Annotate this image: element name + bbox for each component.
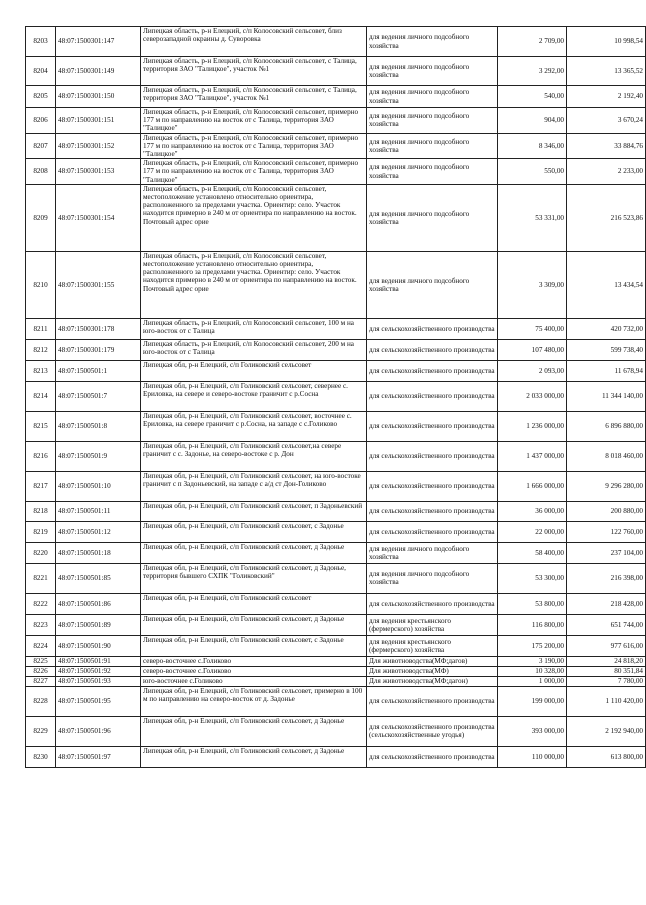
cell-area: 904,00 xyxy=(498,108,567,134)
cell-cad: 48:07:1500501:86 xyxy=(56,593,141,614)
table-row xyxy=(26,666,646,676)
cell-purpose: для ведения личного подсобного хозяйства xyxy=(367,159,498,185)
table-row xyxy=(26,614,646,635)
cell-cad: 48:07:1500501:9 xyxy=(56,441,141,471)
cell-area: 199 000,00 xyxy=(498,686,567,716)
cell-num: 8212 xyxy=(26,339,56,360)
table-row xyxy=(26,656,646,666)
cell-cad: 48:07:1500501:93 xyxy=(56,676,141,686)
table-row xyxy=(26,441,646,471)
cell-purpose: для ведения личного подсобного хозяйства xyxy=(367,542,498,563)
cell-area: 2 093,00 xyxy=(498,360,567,381)
cell-num: 8227 xyxy=(26,676,56,686)
land-registry-sheet xyxy=(25,26,643,768)
cell-cad: 48:07:1500501:11 xyxy=(56,501,141,521)
cell-area: 1 236 000,00 xyxy=(498,411,567,441)
cell-cost: 977 616,00 xyxy=(567,635,646,656)
table-row xyxy=(26,746,646,767)
cell-cost: 1 110 420,00 xyxy=(567,686,646,716)
cell-cad: 48:07:1500501:1 xyxy=(56,360,141,381)
cell-addr: Липецкая обл, р-н Елецкий, с/п Голиковский сельсовет, д Задонье xyxy=(141,716,367,746)
cell-cost: 122 760,00 xyxy=(567,521,646,542)
cell-num: 8205 xyxy=(26,86,56,108)
cell-purpose: для сельскохозяйственного производства xyxy=(367,686,498,716)
table-row xyxy=(26,86,646,108)
table-row xyxy=(26,251,646,318)
cell-purpose: для сельскохозяйственного производства xyxy=(367,318,498,339)
cell-cost: 9 296 280,00 xyxy=(567,471,646,501)
cell-cad: 48:07:1500301:147 xyxy=(56,27,141,57)
cell-num: 8224 xyxy=(26,635,56,656)
cell-cost: 218 428,00 xyxy=(567,593,646,614)
cell-addr: Липецкая обл, р-н Елецкий, с/п Голиковский сельсовет, д Задонье xyxy=(141,746,367,767)
cell-purpose: для сельскохозяйственного производства xyxy=(367,339,498,360)
cell-area: 116 800,00 xyxy=(498,614,567,635)
cell-area: 58 400,00 xyxy=(498,542,567,563)
cell-purpose: для ведения личного подсобного хозяйства xyxy=(367,27,498,57)
cell-area: 3 292,00 xyxy=(498,57,567,86)
table-row xyxy=(26,676,646,686)
cell-cost: 10 998,54 xyxy=(567,27,646,57)
cell-cad: 48:07:1500501:85 xyxy=(56,563,141,593)
cell-area: 1 666 000,00 xyxy=(498,471,567,501)
table-row xyxy=(26,339,646,360)
table-row xyxy=(26,716,646,746)
cell-purpose: для сельскохозяйственного производства xyxy=(367,746,498,767)
cell-purpose: Для животноводства(МФ;дагон) xyxy=(367,676,498,686)
cell-addr: Липецкая обл, р-н Елецкий, с/п Голиковский сельсовет, д Задонье xyxy=(141,614,367,635)
cell-addr: Липецкая область, р-н Елецкий, с/п Колосовский сельсовет, 200 м на юго-восток от с Талица xyxy=(141,339,367,360)
table-row xyxy=(26,159,646,185)
cell-area: 175 200,00 xyxy=(498,635,567,656)
cell-num: 8230 xyxy=(26,746,56,767)
cell-purpose: для ведения личного подсобного хозяйства xyxy=(367,251,498,318)
cell-area: 3 309,00 xyxy=(498,251,567,318)
cell-num: 8210 xyxy=(26,251,56,318)
cell-cad: 48:07:1500301:150 xyxy=(56,86,141,108)
cell-cad: 48:07:1500501:90 xyxy=(56,635,141,656)
cell-cad: 48:07:1500301:179 xyxy=(56,339,141,360)
cell-purpose: для ведения личного подсобного хозяйства xyxy=(367,563,498,593)
table-row xyxy=(26,563,646,593)
cell-addr: Липецкая область, р-н Елецкий, с/п Колосовский сельсовет, с Талица, территория ЗАО "Талицкое", участок №1 xyxy=(141,57,367,86)
cell-cad: 48:07:1500501:10 xyxy=(56,471,141,501)
cell-area: 8 346,00 xyxy=(498,133,567,159)
table-row xyxy=(26,501,646,521)
cell-cost: 2 192,40 xyxy=(567,86,646,108)
cell-cad: 48:07:1500501:95 xyxy=(56,686,141,716)
cell-purpose: для сельскохозяйственного производства xyxy=(367,381,498,411)
cell-addr: Липецкая область, р-н Елецкий, с/п Колосовский сельсовет, местоположение установлено относительно ориентира, расположенного за пределами участка. Ориентир: село. Участок находится примерно в 240 м от ориентира по направлению на восток. Почтовый адрес орие xyxy=(141,251,367,318)
cell-area: 2 709,00 xyxy=(498,27,567,57)
cell-addr: Липецкая обл, р-н Елецкий, с/п Голиковский сельсовет, на юго-востоке граничит с п Задоньевский, на западе с а/д ст Дон-Голиково xyxy=(141,471,367,501)
cell-cost: 216 523,86 xyxy=(567,184,646,251)
cell-addr: Липецкая обл, р-н Елецкий, с/п Голиковский сельсовет, д Задонье, территория бывшего СХПК "Голиковский" xyxy=(141,563,367,593)
cell-addr: Липецкая область, р-н Елецкий, с/п Колосовский сельсовет, местоположение установлено относительно ориентира, расположенного за пределами участка. Ориентир: село. Участок находится примерно в 240 м от ориентира по направлению на восток. Почтовый адрес орие xyxy=(141,184,367,251)
cell-purpose: для сельскохозяйственного производства (сельскохозяйственные угодья) xyxy=(367,716,498,746)
cell-num: 8222 xyxy=(26,593,56,614)
cell-cost: 2 233,00 xyxy=(567,159,646,185)
cell-purpose: Для животноводства(МФ;дагов) xyxy=(367,656,498,666)
cell-addr: Липецкая область, р-н Елецкий, с/п Колосовский сельсовет, примерно 177 м по направлению на восток от с Талица, территория ЗАО "Талицкое" xyxy=(141,108,367,134)
cell-num: 8225 xyxy=(26,656,56,666)
cell-purpose: для ведения личного подсобного хозяйства xyxy=(367,108,498,134)
cell-purpose: для ведения личного подсобного хозяйства xyxy=(367,133,498,159)
cell-cost: 24 818,20 xyxy=(567,656,646,666)
cell-cad: 48:07:1500301:149 xyxy=(56,57,141,86)
cell-area: 53 800,00 xyxy=(498,593,567,614)
table-row xyxy=(26,635,646,656)
cell-num: 8214 xyxy=(26,381,56,411)
cell-addr: юго-восточнее с.Голиково xyxy=(141,676,367,686)
cell-num: 8209 xyxy=(26,184,56,251)
cell-addr: северо-восточнее с.Голиково xyxy=(141,656,367,666)
cell-num: 8228 xyxy=(26,686,56,716)
cell-cost: 13 434,54 xyxy=(567,251,646,318)
cell-area: 36 000,00 xyxy=(498,501,567,521)
cell-addr: Липецкая обл, р-н Елецкий, с/п Голиковский сельсовет, севернее с. Ериловка, на севере и северо-востоке граничит с р.Сосна xyxy=(141,381,367,411)
table-row xyxy=(26,133,646,159)
cell-purpose: для ведения личного подсобного хозяйства xyxy=(367,57,498,86)
table-row xyxy=(26,360,646,381)
table-row xyxy=(26,27,646,57)
cell-num: 8204 xyxy=(26,57,56,86)
table-body xyxy=(26,27,646,768)
cell-cost: 3 670,24 xyxy=(567,108,646,134)
cell-num: 8203 xyxy=(26,27,56,57)
cell-cost: 13 365,52 xyxy=(567,57,646,86)
table-row xyxy=(26,542,646,563)
cell-cost: 613 800,00 xyxy=(567,746,646,767)
cell-addr: Липецкая обл, р-н Елецкий, с/п Голиковский сельсовет, п Задоньевский xyxy=(141,501,367,521)
cell-cost: 33 884,76 xyxy=(567,133,646,159)
cell-cost: 2 192 940,00 xyxy=(567,716,646,746)
cell-cost: 8 018 460,00 xyxy=(567,441,646,471)
cell-addr: северо-восточнее с.Голиково xyxy=(141,666,367,676)
table-row xyxy=(26,686,646,716)
table-row xyxy=(26,184,646,251)
cell-purpose: для сельскохозяйственного производства xyxy=(367,360,498,381)
cell-purpose: для сельскохозяйственного производства xyxy=(367,521,498,542)
table-row xyxy=(26,57,646,86)
cell-cad: 48:07:1500301:155 xyxy=(56,251,141,318)
cell-cost: 599 738,40 xyxy=(567,339,646,360)
cell-addr: Липецкая обл, р-н Елецкий, с/п Голиковский сельсовет, с Задонье xyxy=(141,521,367,542)
cell-purpose: для сельскохозяйственного производства xyxy=(367,593,498,614)
cell-area: 3 190,00 xyxy=(498,656,567,666)
cell-cad: 48:07:1500501:92 xyxy=(56,666,141,676)
cell-num: 8211 xyxy=(26,318,56,339)
cell-cad: 48:07:1500501:18 xyxy=(56,542,141,563)
cell-cad: 48:07:1500501:91 xyxy=(56,656,141,666)
cell-addr: Липецкая область, р-н Елецкий, с/п Колосовский сельсовет, примерно 177 м по направлению на восток от с Талица, территория ЗАО "Талицкое" xyxy=(141,133,367,159)
cell-cad: 48:07:1500301:153 xyxy=(56,159,141,185)
cell-cad: 48:07:1500501:96 xyxy=(56,716,141,746)
cell-addr: Липецкая обл, р-н Елецкий, с/п Голиковский сельсовет xyxy=(141,360,367,381)
cell-addr: Липецкая обл, р-н Елецкий, с/п Голиковский сельсовет, восточнее с. Ериловка, на севере граничит с р.Сосна, на западе с с.Голиково xyxy=(141,411,367,441)
table-row xyxy=(26,471,646,501)
cell-num: 8208 xyxy=(26,159,56,185)
table-row xyxy=(26,521,646,542)
cell-cost: 200 880,00 xyxy=(567,501,646,521)
cell-area: 1 437 000,00 xyxy=(498,441,567,471)
cell-area: 2 033 000,00 xyxy=(498,381,567,411)
cell-num: 8219 xyxy=(26,521,56,542)
cell-cost: 80 351,84 xyxy=(567,666,646,676)
cell-cad: 48:07:1500501:7 xyxy=(56,381,141,411)
cell-addr: Липецкая обл, р-н Елецкий, с/п Голиковский сельсовет, примерно в 100 м по направлению на северо-восток от д. Задонье xyxy=(141,686,367,716)
cell-num: 8206 xyxy=(26,108,56,134)
cell-cad: 48:07:1500301:178 xyxy=(56,318,141,339)
cell-num: 8213 xyxy=(26,360,56,381)
cell-num: 8220 xyxy=(26,542,56,563)
table-row xyxy=(26,108,646,134)
cell-area: 53 331,00 xyxy=(498,184,567,251)
cell-area: 1 000,00 xyxy=(498,676,567,686)
cell-num: 8226 xyxy=(26,666,56,676)
cell-area: 10 328,00 xyxy=(498,666,567,676)
cell-addr: Липецкая обл, р-н Елецкий, с/п Голиковский сельсовет,на севере граничит с с. Задонье, на северо-востоке с р. Дон xyxy=(141,441,367,471)
cell-cost: 237 104,00 xyxy=(567,542,646,563)
cell-purpose: для сельскохозяйственного производства xyxy=(367,441,498,471)
cell-purpose: для ведения личного подсобного хозяйства xyxy=(367,184,498,251)
table-row xyxy=(26,318,646,339)
table-row xyxy=(26,411,646,441)
table-row xyxy=(26,593,646,614)
cell-num: 8217 xyxy=(26,471,56,501)
cell-cad: 48:07:1500301:154 xyxy=(56,184,141,251)
cell-area: 107 480,00 xyxy=(498,339,567,360)
cell-area: 393 000,00 xyxy=(498,716,567,746)
cell-num: 8221 xyxy=(26,563,56,593)
cell-cad: 48:07:1500501:12 xyxy=(56,521,141,542)
cell-cad: 48:07:1500301:152 xyxy=(56,133,141,159)
cell-addr: Липецкая область, р-н Елецкий, с/п Колосовский сельсовет, близ северозападной окраины д. Суворовка xyxy=(141,27,367,57)
cell-area: 110 000,00 xyxy=(498,746,567,767)
cell-num: 8229 xyxy=(26,716,56,746)
cell-cost: 7 780,00 xyxy=(567,676,646,686)
cell-cost: 11 678,94 xyxy=(567,360,646,381)
cell-num: 8223 xyxy=(26,614,56,635)
cell-cad: 48:07:1500501:89 xyxy=(56,614,141,635)
cell-addr: Липецкая обл, р-н Елецкий, с/п Голиковский сельсовет xyxy=(141,593,367,614)
cell-addr: Липецкая обл, р-н Елецкий, с/п Голиковский сельсовет, д Задонье xyxy=(141,542,367,563)
cell-purpose: для ведения крестьянского (фермерского) хозяйства xyxy=(367,614,498,635)
cell-purpose: для ведения личного подсобного хозяйства xyxy=(367,86,498,108)
cell-num: 8218 xyxy=(26,501,56,521)
cell-purpose: для сельскохозяйственного производства xyxy=(367,501,498,521)
cell-cost: 11 344 140,00 xyxy=(567,381,646,411)
cell-purpose: для ведения крестьянского (фермерского) хозяйства xyxy=(367,635,498,656)
cell-num: 8216 xyxy=(26,441,56,471)
cell-addr: Липецкая область, р-н Елецкий, с/п Колосовский сельсовет, 100 м на юго-восток от с Талица xyxy=(141,318,367,339)
cell-purpose: Для животноводства(МФ) xyxy=(367,666,498,676)
cell-cost: 216 398,00 xyxy=(567,563,646,593)
cell-addr: Липецкая обл, р-н Елецкий, с/п Голиковский сельсовет, с Задонье xyxy=(141,635,367,656)
cell-addr: Липецкая область, р-н Елецкий, с/п Колосовский сельсовет, с Талица, территория ЗАО "Талицкое", участок №1 xyxy=(141,86,367,108)
cell-cad: 48:07:1500501:8 xyxy=(56,411,141,441)
cell-area: 540,00 xyxy=(498,86,567,108)
land-plots-table xyxy=(25,26,646,768)
cell-cost: 420 732,00 xyxy=(567,318,646,339)
cell-num: 8207 xyxy=(26,133,56,159)
cell-num: 8215 xyxy=(26,411,56,441)
cell-cost: 6 896 880,00 xyxy=(567,411,646,441)
cell-area: 22 000,00 xyxy=(498,521,567,542)
cell-addr: Липецкая область, р-н Елецкий, с/п Колосовский сельсовет, примерно 177 м по направлению на восток от с Талица, территория ЗАО "Талицкое" xyxy=(141,159,367,185)
cell-cad: 48:07:1500501:97 xyxy=(56,746,141,767)
cell-purpose: для сельскохозяйственного производства xyxy=(367,471,498,501)
cell-cost: 651 744,00 xyxy=(567,614,646,635)
cell-area: 550,00 xyxy=(498,159,567,185)
table-row xyxy=(26,381,646,411)
cell-area: 75 400,00 xyxy=(498,318,567,339)
cell-cad: 48:07:1500301:151 xyxy=(56,108,141,134)
cell-area: 53 300,00 xyxy=(498,563,567,593)
cell-purpose: для сельскохозяйственного производства xyxy=(367,411,498,441)
